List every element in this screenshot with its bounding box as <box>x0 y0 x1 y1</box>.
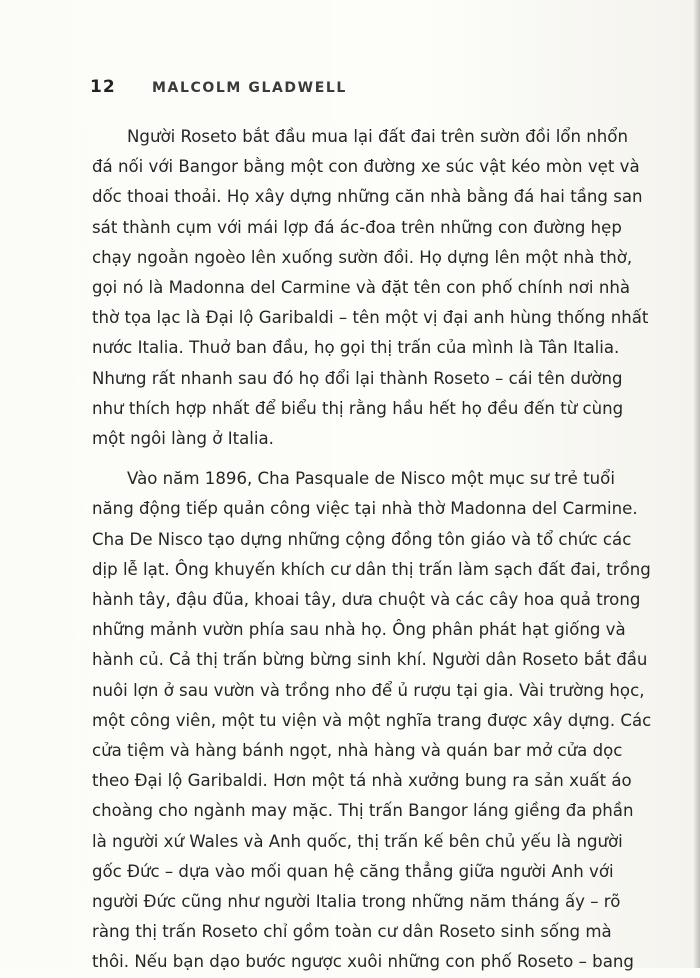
text-line: Cha De Nisco tạo dựng những cộng đồng tôn giáo và tổ chức các <box>92 529 632 549</box>
text-line: Người Roseto bắt đầu mua lại đất đai trên sườn đồi lổn nhổn <box>127 127 628 146</box>
text-line: dốc thoai thoải. Họ xây dựng những căn nhà bằng đá hai tầng san <box>92 187 643 207</box>
text-line: choàng cho ngành may mặc. Thị trấn Bangor láng giềng đa phần <box>92 801 634 821</box>
text-line: đá nối với Bangor bằng một con đường xe súc vật kéo mòn vẹt và <box>92 157 640 177</box>
text-line: một công viên, một tu viện và một nghĩa trang được xây dựng. Các <box>92 710 652 730</box>
text-line: những mảnh vườn phía sau nhà họ. Ông phân phát hạt giống và <box>92 620 626 640</box>
text-line: thôi. Nếu bạn dạo bước ngược xuôi những con phố Roseto – bang <box>92 952 634 972</box>
text-line: thờ tọa lạc là Đại lộ Garibaldi – tên một vị đại anh hùng thống nhất <box>92 308 649 328</box>
text-line: nước Italia. Thuở ban đầu, họ gọi thị trấn của mình là Tân Italia. <box>92 338 620 358</box>
paragraph-1 <box>92 122 677 454</box>
text-line: cửa tiệm và hàng bánh ngọt, nhà hàng và quán bar mở cửa dọc <box>92 741 623 761</box>
text-line: Vào năm 1896, Cha Pasquale de Nisco một mục sư trẻ tuổi <box>127 469 615 489</box>
text-line: theo Đại lộ Garibaldi. Hơn một tá nhà xưởng bung ra sản xuất áo <box>92 771 632 791</box>
running-header <box>90 77 347 103</box>
text-line: như thích hợp nhất để biểu thị rằng hầu hết họ đều đến từ cùng <box>92 398 624 418</box>
text-line: hành củ. Cả thị trấn bừng bừng sinh khí. Người dân Roseto bắt đầu <box>92 650 648 670</box>
text-line: người Đức cũng như người Italia trong những năm tháng ấy – rõ <box>92 892 621 912</box>
text-line: ràng thị trấn Roseto chỉ gồm toàn cư dân Roseto sinh sống mà <box>92 922 612 942</box>
text-line: chạy ngoằn ngoèo lên xuống sườn đồi. Họ dựng lên một nhà thờ, <box>92 247 633 267</box>
text-line: năng động tiếp quản công việc tại nhà thờ Madonna del Carmine. <box>92 499 638 519</box>
text-line: hành tây, đậu đũa, khoai tây, dưa chuột và các cây hoa quả trong <box>92 590 641 610</box>
text-line: gọi nó là Madonna del Carmine và đặt tên con phố chính nơi nhà <box>92 278 631 298</box>
text-line: nuôi lợn ở sau vườn và trồng nho để ủ rượu tại gia. Vài trường học, <box>92 680 645 700</box>
text-line: dịp lễ lạt. Ông khuyến khích cư dân thị trấn làm sạch đất đai, trồng <box>92 559 651 579</box>
paragraph-2 <box>92 464 677 977</box>
text-line: Nhưng rất nhanh sau đó họ đổi lại thành Roseto – cái tên dường <box>92 368 623 388</box>
author-name: MALCOLM GLADWELL <box>152 80 347 96</box>
text-line: một ngôi làng ở Italia. <box>92 429 274 449</box>
text-line: là người xứ Wales và Anh quốc, thị trấn kế bên chủ yếu là người <box>92 831 623 851</box>
page-number: 12 <box>90 77 116 97</box>
text-line: gốc Đức – dựa vào mối quan hệ căng thẳng giữa người Anh với <box>92 861 614 881</box>
body-text <box>92 122 677 978</box>
text-line: sát thành cụm với mái lợp đá ác-đoa trên những con đường hẹp <box>92 217 622 237</box>
page-edge-shadow <box>693 0 700 968</box>
